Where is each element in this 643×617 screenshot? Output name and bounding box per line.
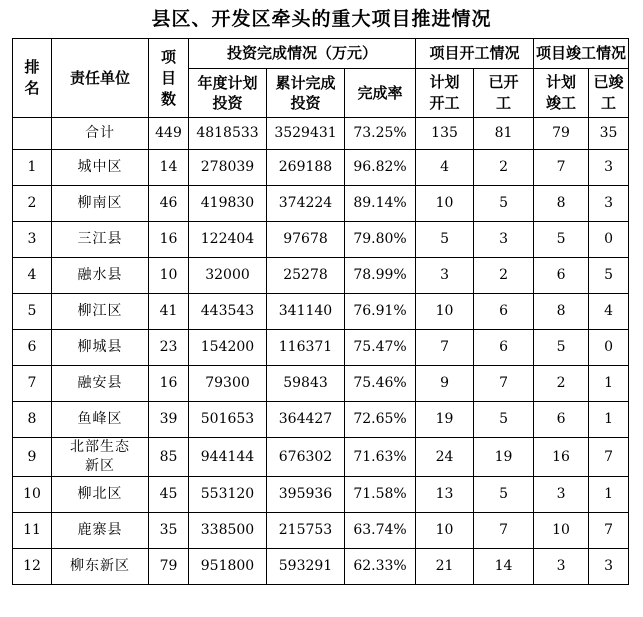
rate-cell: 76.91% (345, 294, 416, 330)
planned-start-cell: 10 (416, 186, 474, 222)
rank-cell: 5 (13, 294, 52, 330)
started-cell: 5 (474, 402, 534, 438)
table-row (13, 330, 629, 366)
started-cell: 3 (474, 222, 534, 258)
planned-completion-cell: 2 (534, 366, 589, 402)
count-cell: 35 (149, 513, 189, 549)
total-cumulative: 3529431 (267, 118, 345, 150)
count-cell: 16 (149, 222, 189, 258)
unit-cell (52, 330, 149, 366)
header-investment-group: 投资完成情况（万元） (189, 39, 416, 69)
planned-completion-cell: 3 (534, 477, 589, 513)
rate-cell: 71.63% (345, 438, 416, 477)
planned-start-cell: 10 (416, 294, 474, 330)
annual-plan-cell: 278039 (189, 150, 267, 186)
table-row (13, 294, 629, 330)
total-rate: 73.25% (345, 118, 416, 150)
rate-cell: 78.99% (345, 258, 416, 294)
count-cell: 85 (149, 438, 189, 477)
total-completed: 35 (589, 118, 629, 150)
unit-name: 城中区 (77, 159, 123, 175)
unit-name: 三江县 (77, 231, 123, 247)
completed-cell: 1 (589, 366, 629, 402)
cumulative-cell: 59843 (267, 366, 345, 402)
planned-completion-cell: 8 (534, 186, 589, 222)
rate-cell: 63.74% (345, 513, 416, 549)
total-planned-start: 135 (416, 118, 474, 150)
cumulative-cell: 97678 (267, 222, 345, 258)
planned-completion-cell: 5 (534, 222, 589, 258)
unit-name: 柳城县 (77, 339, 123, 355)
unit-cell (52, 222, 149, 258)
planned-start-cell: 7 (416, 330, 474, 366)
header-start-group: 项目开工情况 (416, 39, 534, 69)
started-cell: 14 (474, 549, 534, 585)
started-cell: 6 (474, 330, 534, 366)
cumulative-cell: 593291 (267, 549, 345, 585)
planned-completion-cell: 10 (534, 513, 589, 549)
started-cell: 19 (474, 438, 534, 477)
count-cell: 10 (149, 258, 189, 294)
header-started: 已开工 (474, 69, 534, 118)
rank-cell: 3 (13, 222, 52, 258)
completed-cell: 5 (589, 258, 629, 294)
completed-cell: 0 (589, 330, 629, 366)
header-completion-group: 项目竣工情况 (534, 39, 629, 69)
planned-start-cell: 24 (416, 438, 474, 477)
header-rank: 排名 (13, 39, 52, 118)
annual-plan-cell: 443543 (189, 294, 267, 330)
cumulative-cell: 374224 (267, 186, 345, 222)
annual-plan-cell: 944144 (189, 438, 267, 477)
cumulative-cell: 269188 (267, 150, 345, 186)
planned-start-cell: 21 (416, 549, 474, 585)
header-planned-start: 计划开工 (416, 69, 474, 118)
completed-cell: 7 (589, 438, 629, 477)
annual-plan-cell: 32000 (189, 258, 267, 294)
total-planned-completion: 79 (534, 118, 589, 150)
planned-completion-cell: 6 (534, 402, 589, 438)
planned-completion-cell: 8 (534, 294, 589, 330)
count-cell: 39 (149, 402, 189, 438)
table-row (13, 402, 629, 438)
started-cell: 7 (474, 366, 534, 402)
annual-plan-cell: 553120 (189, 477, 267, 513)
rank-cell: 4 (13, 258, 52, 294)
cumulative-cell: 215753 (267, 513, 345, 549)
table-row (13, 366, 629, 402)
rank-cell: 9 (13, 438, 52, 477)
cumulative-cell: 364427 (267, 402, 345, 438)
unit-name: 融水县 (77, 267, 123, 283)
unit-cell (52, 549, 149, 585)
rank-cell: 7 (13, 366, 52, 402)
header-count: 项目数 (149, 39, 189, 118)
total-count: 449 (149, 118, 189, 150)
count-cell: 41 (149, 294, 189, 330)
rate-cell: 79.80% (345, 222, 416, 258)
completed-cell: 3 (589, 150, 629, 186)
rank-cell: 11 (13, 513, 52, 549)
planned-start-cell: 10 (416, 513, 474, 549)
unit-cell (52, 186, 149, 222)
unit-cell (52, 438, 149, 477)
completed-cell: 1 (589, 402, 629, 438)
count-cell: 45 (149, 477, 189, 513)
total-annual-plan: 4818533 (189, 118, 267, 150)
planned-start-cell: 13 (416, 477, 474, 513)
table-row (13, 222, 629, 258)
rank-cell: 10 (13, 477, 52, 513)
unit-cell (52, 294, 149, 330)
header-unit: 责任单位 (52, 39, 149, 118)
annual-plan-cell: 79300 (189, 366, 267, 402)
rank-cell: 1 (13, 150, 52, 186)
planned-completion-cell: 3 (534, 549, 589, 585)
project-progress-table (12, 38, 629, 585)
table-row (13, 549, 629, 585)
planned-start-cell: 3 (416, 258, 474, 294)
planned-completion-cell: 16 (534, 438, 589, 477)
cumulative-cell: 395936 (267, 477, 345, 513)
header-planned-completion: 计划竣工 (534, 69, 589, 118)
unit-cell (52, 150, 149, 186)
header-annual-plan: 年度计划投资 (189, 69, 267, 118)
total-label: 合计 (52, 118, 149, 150)
rate-cell: 72.65% (345, 402, 416, 438)
started-cell: 2 (474, 150, 534, 186)
rank-cell: 12 (13, 549, 52, 585)
completed-cell: 0 (589, 222, 629, 258)
cumulative-cell: 116371 (267, 330, 345, 366)
count-cell: 46 (149, 186, 189, 222)
header-completed: 已竣工 (589, 69, 629, 118)
annual-plan-cell: 154200 (189, 330, 267, 366)
rank-cell: 2 (13, 186, 52, 222)
unit-cell (52, 477, 149, 513)
unit-name: 北部生态新区 (70, 439, 130, 474)
completed-cell: 3 (589, 186, 629, 222)
started-cell: 5 (474, 186, 534, 222)
planned-start-cell: 9 (416, 366, 474, 402)
completed-cell: 3 (589, 549, 629, 585)
unit-name: 柳江区 (77, 303, 123, 319)
unit-name: 鱼峰区 (77, 411, 123, 427)
unit-cell (52, 513, 149, 549)
annual-plan-cell: 951800 (189, 549, 267, 585)
annual-plan-cell: 419830 (189, 186, 267, 222)
completed-cell: 7 (589, 513, 629, 549)
cumulative-cell: 25278 (267, 258, 345, 294)
started-cell: 6 (474, 294, 534, 330)
total-row (13, 118, 629, 150)
rate-cell: 89.14% (345, 186, 416, 222)
planned-completion-cell: 5 (534, 330, 589, 366)
total-started: 81 (474, 118, 534, 150)
table-row (13, 438, 629, 477)
unit-name: 柳北区 (77, 486, 123, 502)
started-cell: 5 (474, 477, 534, 513)
table-row (13, 513, 629, 549)
unit-cell (52, 402, 149, 438)
started-cell: 7 (474, 513, 534, 549)
cumulative-cell: 676302 (267, 438, 345, 477)
rate-cell: 75.47% (345, 330, 416, 366)
table-row (13, 258, 629, 294)
unit-cell (52, 366, 149, 402)
unit-name: 柳南区 (77, 195, 123, 211)
page-title: 县区、开发区牵头的重大项目推进情况 (151, 8, 492, 30)
planned-start-cell: 19 (416, 402, 474, 438)
planned-completion-cell: 7 (534, 150, 589, 186)
completed-cell: 1 (589, 477, 629, 513)
table-row (13, 186, 629, 222)
annual-plan-cell: 338500 (189, 513, 267, 549)
rank-cell: 6 (13, 330, 52, 366)
annual-plan-cell: 122404 (189, 222, 267, 258)
count-cell: 14 (149, 150, 189, 186)
table-body (13, 118, 629, 585)
planned-completion-cell: 6 (534, 258, 589, 294)
count-cell: 23 (149, 330, 189, 366)
planned-start-cell: 4 (416, 150, 474, 186)
cumulative-cell: 341140 (267, 294, 345, 330)
table-row (13, 150, 629, 186)
total-rank (13, 118, 52, 150)
rate-cell: 96.82% (345, 150, 416, 186)
unit-name: 融安县 (77, 375, 123, 391)
count-cell: 16 (149, 366, 189, 402)
header-cumulative: 累计完成投资 (267, 69, 345, 118)
unit-name: 鹿寨县 (77, 522, 123, 538)
table-header (13, 39, 629, 118)
unit-name: 柳东新区 (70, 558, 130, 574)
unit-cell (52, 258, 149, 294)
table-row (13, 477, 629, 513)
completed-cell: 4 (589, 294, 629, 330)
planned-start-cell: 5 (416, 222, 474, 258)
rate-cell: 75.46% (345, 366, 416, 402)
annual-plan-cell: 501653 (189, 402, 267, 438)
rank-cell: 8 (13, 402, 52, 438)
rate-cell: 62.33% (345, 549, 416, 585)
header-rate: 完成率 (345, 69, 416, 118)
count-cell: 79 (149, 549, 189, 585)
started-cell: 2 (474, 258, 534, 294)
rate-cell: 71.58% (345, 477, 416, 513)
